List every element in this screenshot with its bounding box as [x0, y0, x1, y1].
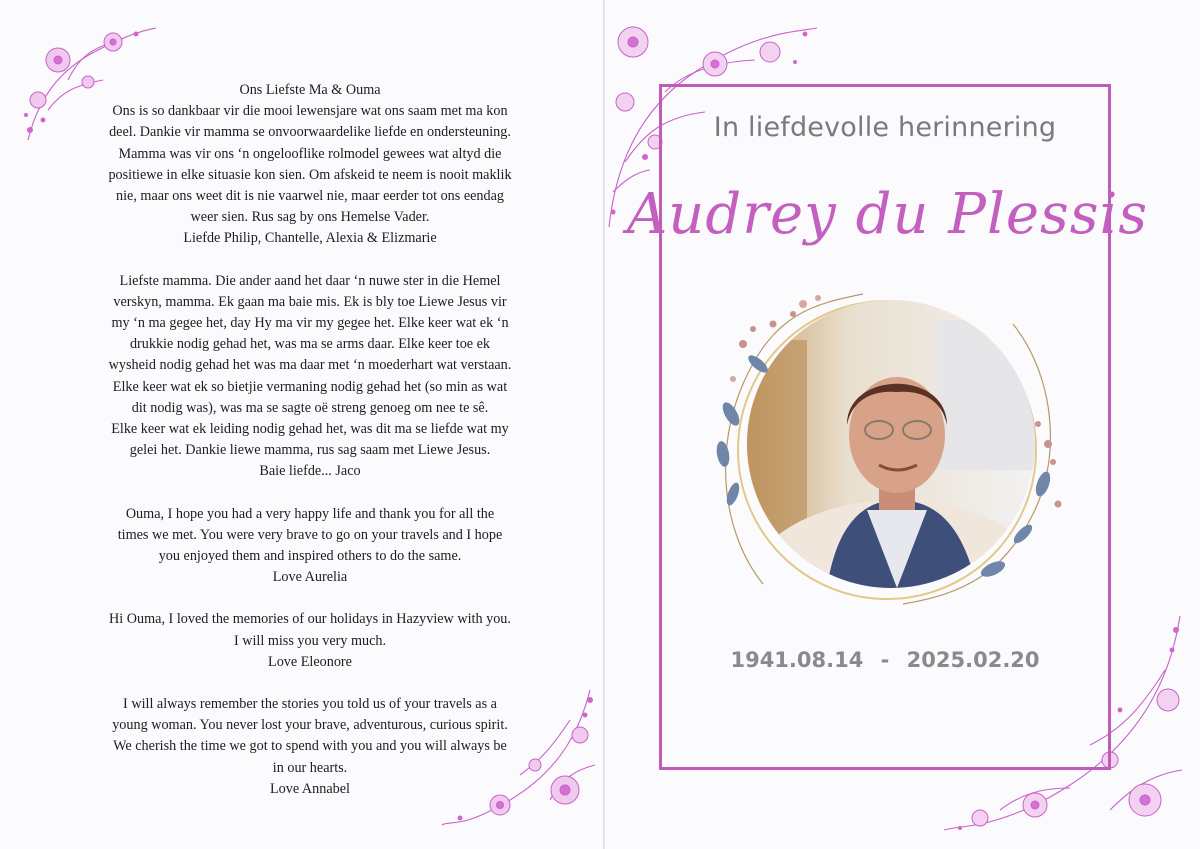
tribute-line: Ons is so dankbaar vir die mooi lewensjare wat ons saam met ma kon [112, 103, 508, 120]
tribute-signature: Love Aurelia [272, 569, 348, 586]
tribute-line: my ‘n ma gegee het, day Hy ma vir my gegee het. Elke keer wat ek ‘n [111, 315, 509, 332]
tribute-line: you enjoyed them and inspired others to do the same. [158, 548, 462, 565]
life-dates [605, 648, 1165, 672]
tribute-line: deel. Dankie vir mamma se onvoorwaardelike liefde en ondersteuning. [109, 124, 511, 141]
tribute-line: young woman. You never lost your brave, adventurous, curious spirit. [112, 717, 508, 734]
tribute-line: Ons Liefste Ma & Ouma [239, 82, 381, 98]
tribute-line: Liefste mamma. Die ander aand het daar ‘n nuwe ster in die Hemel [119, 272, 501, 289]
tribute-line: I will always remember the stories you told us of your travels as a [123, 696, 497, 713]
tribute-line: I will miss you very much. [233, 632, 387, 649]
tribute-line: Mamma was vir ons ‘n ongelooflike rolmodel gewees wat altyd die [118, 145, 502, 162]
deceased-name: Audrey du Plessis [626, 182, 1149, 247]
tribute-jaco [70, 271, 550, 483]
tribute-line: drukkie nodig gehad het, was ma se arms daar. Elke keer toe ek [129, 336, 491, 353]
tribute-line: We cherish the time we got to spend with you and you will always be [113, 738, 507, 755]
tribute-eleonore [70, 609, 550, 673]
right-page [605, 0, 1200, 849]
tribute-line: wysheid nodig gehad het was ma daar met ‘n moederhart wat verstaan. [108, 357, 512, 374]
portrait-photo-frame [725, 288, 1055, 618]
tribute-signature: Love Eleonore [268, 653, 352, 670]
date-separator: - [880, 648, 890, 672]
tribute-line: Elke keer wat ek leiding nodig gehad het, was dit ma se liefde wat my [111, 421, 509, 438]
tribute-aurelia [70, 504, 550, 589]
tribute-line: Elke keer wat ek so bietjie vermaning nodig gehad het (so min as wat [112, 378, 508, 395]
tribute-signature: Love Annabel [270, 780, 350, 797]
tribute-line: positiewe in elke situasie kon sien. Om afskeid te neem is nooit maklik [108, 166, 512, 183]
tribute-line: Hi Ouma, I loved the memories of our holidays in Hazyview with you. [109, 611, 511, 628]
memorial-intro-heading: In liefdevolle herinnering [713, 112, 1057, 143]
tribute-signature: Baie liefde... Jaco [259, 463, 361, 480]
tribute-line: gelei het. Dankie liewe mamma, rus sag saam met Liewe Jesus. [129, 442, 491, 459]
tribute-line: times we met. You were very brave to go on your travels and I hope [117, 526, 503, 543]
tribute-annabel [70, 694, 550, 800]
tribute-family [70, 80, 550, 250]
tribute-signature: Liefde Philip, Chantelle, Alexia & Elizmarie [183, 230, 437, 247]
tribute-line: dit nodig was), was ma se sagte oë streng genoeg om nee te sê. [131, 399, 489, 416]
birth-date: 1941.08.14 [730, 648, 864, 672]
tribute-line: verskyn, mamma. Ek gaan ma baie mis. Ek is bly toe Liewe Jesus vir [113, 293, 507, 310]
death-date: 2025.02.20 [906, 648, 1040, 672]
tribute-line: in our hearts. [272, 759, 348, 776]
tribute-line: weer sien. Rus sag by ons Hemelse Vader. [190, 209, 430, 226]
tributes-text [70, 80, 550, 821]
tribute-line: Ouma, I hope you had a very happy life and thank you for all the [125, 505, 495, 522]
portrait-photo-icon [747, 300, 1035, 588]
tribute-line: nie, maar ons weet dit is nie vaarwel nie, maar eerder tot ons eendag [115, 188, 505, 205]
